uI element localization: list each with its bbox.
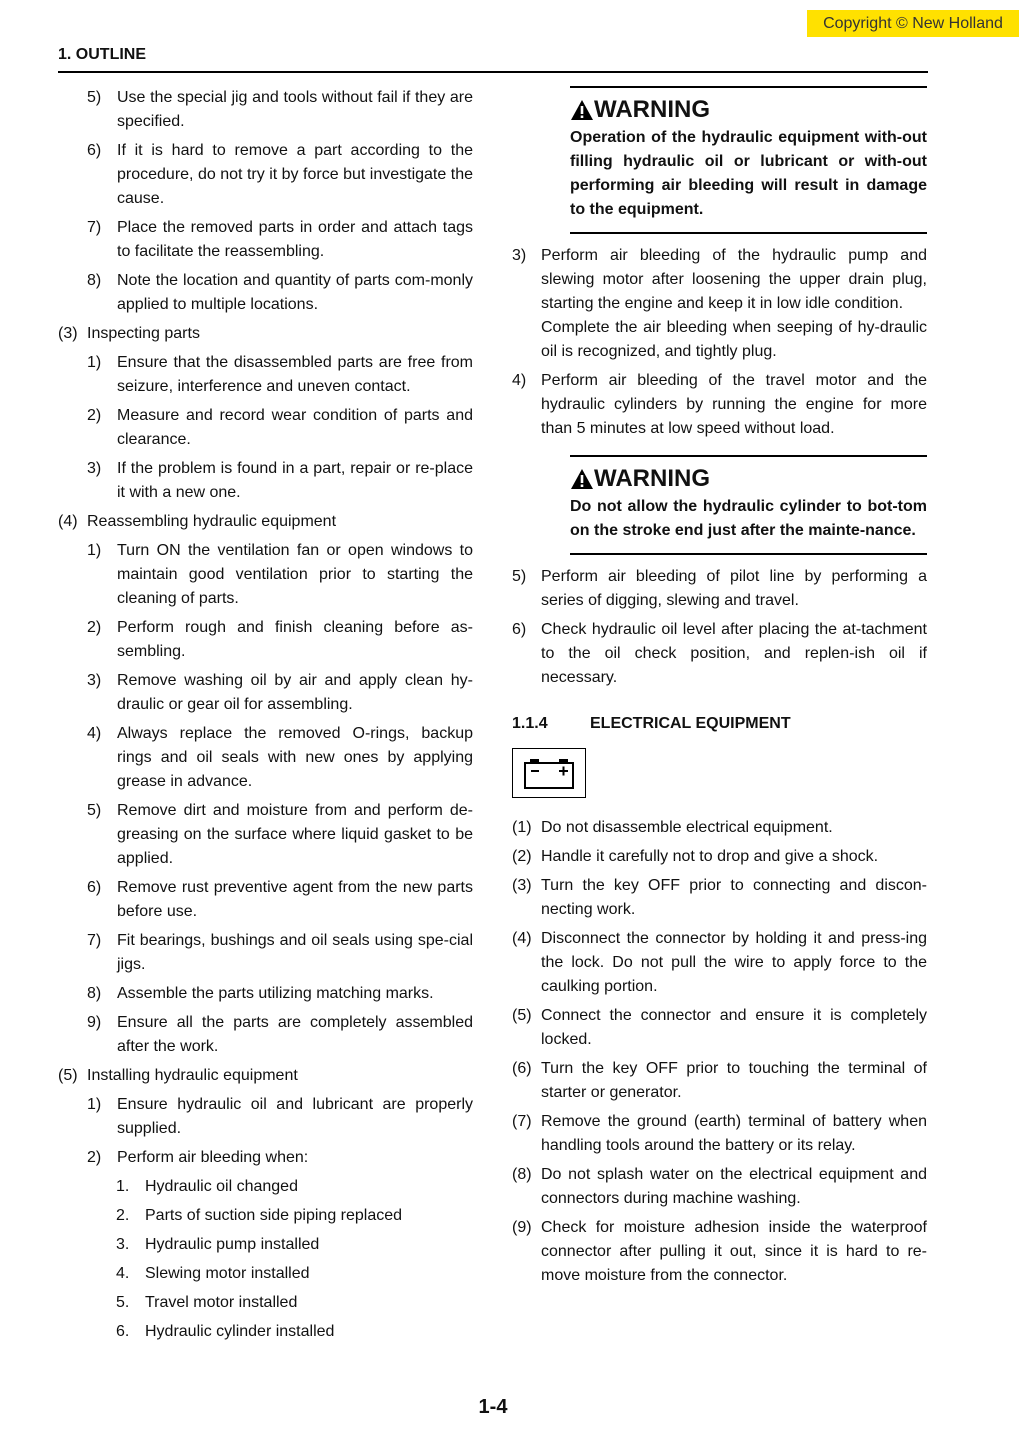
header-rule (58, 71, 928, 73)
list-item: (9) Check for moisture adhesion inside the waterproof connector after pulling it out, since it is hard to re-move moisture from the connector. (512, 1219, 927, 1284)
list-item: (7) Remove the ground (earth) terminal of battery when handling tools around the battery or its relay. (512, 1113, 927, 1154)
subsection-heading: (4) Reassembling hydraulic equipment (58, 513, 337, 530)
sub-list-item: 5. Travel motor installed (116, 1294, 298, 1311)
list-item: 7) Place the removed parts in order and attach tags to facilitate the reassembling. (87, 219, 473, 260)
warning-text: Operation of the hydraulic equipment with-out filling hydraulic oil or lubricant or with-out performing air bleeding will result in damage to the equipment. (570, 129, 927, 218)
subsection-heading: (5) Installing hydraulic equipment (58, 1067, 298, 1084)
list-item: (5) Connect the connector and ensure it is completely locked. (512, 1007, 927, 1048)
list-item: 2) Perform air bleeding when: (87, 1149, 309, 1166)
warning-title: WARNING (570, 94, 927, 126)
list-item: 1) Ensure that the disassembled parts are free from seizure, interference and uneven contact. (87, 354, 473, 395)
warning-box (570, 86, 927, 234)
list-item: (1) Do not disassemble electrical equipment. (512, 819, 833, 836)
list-item: 1) Ensure hydraulic oil and lubricant are properly supplied. (87, 1096, 473, 1137)
section-heading: 1.1.4 ELECTRICAL EQUIPMENT (512, 715, 791, 732)
list-item: 5) Perform air bleeding of pilot line by performing a series of digging, slewing and travel. (512, 568, 927, 609)
list-item: (3) Turn the key OFF prior to connecting and discon-necting work. (512, 877, 927, 918)
list-item: 9) Ensure all the parts are completely assembled after the work. (87, 1014, 473, 1055)
list-item: 4) Perform air bleeding of the travel motor and the hydraulic cylinders by running the engine for more than 5 minutes at low speed without load. (512, 372, 927, 437)
page-number: 1-4 (478, 1396, 508, 1418)
warning-triangle-icon (570, 99, 594, 121)
list-item: 4) Always replace the removed O-rings, backup rings and oil seals with new ones by applying grease in advance. (87, 725, 473, 790)
list-item: 3) Perform air bleeding of the hydraulic pump and slewing motor after loosening the upper drain plug, starting the engine and keep it in low idle condition. Complete the air bleeding when seeping of hy-draulic oil is recognized, and tightly plug. (512, 247, 927, 360)
left-column (58, 86, 473, 1349)
list-item: 2) Measure and record wear condition of parts and clearance. (87, 407, 473, 448)
battery-icon (522, 756, 576, 790)
list-item: 7) Fit bearings, bushings and oil seals using spe-cial jigs. (87, 932, 473, 973)
sub-list-item: 1. Hydraulic oil changed (116, 1178, 298, 1195)
battery-symbol (512, 748, 586, 798)
list-item: 2) Perform rough and finish cleaning before as-sembling. (87, 619, 473, 660)
list-item: 3) Remove washing oil by air and apply clean hy-draulic or gear oil for assembling. (87, 672, 473, 713)
list-item: 8) Assemble the parts utilizing matching marks. (87, 985, 434, 1002)
list-item: (8) Do not splash water on the electrical equipment and connectors during machine washing. (512, 1166, 927, 1207)
copyright-notice: Copyright © New Holland (807, 10, 1019, 37)
section-header-title: 1. OUTLINE (58, 46, 147, 63)
warning-box (570, 455, 927, 555)
list-item: (6) Turn the key OFF prior to touching the terminal of starter or generator. (512, 1060, 927, 1101)
list-item: 3) If the problem is found in a part, repair or re-place it with a new one. (87, 460, 473, 501)
list-item: (2) Handle it carefully not to drop and give a shock. (512, 848, 879, 865)
warning-text: Do not allow the hydraulic cylinder to bot-tom on the stroke end just after the mainte-nance. (570, 498, 927, 539)
subsection-heading: (3) Inspecting parts (58, 325, 200, 342)
right-column (512, 86, 927, 1293)
sub-list-item: 2. Parts of suction side piping replaced (116, 1207, 403, 1224)
warning-title: WARNING (570, 463, 927, 495)
sub-list-item: 3. Hydraulic pump installed (116, 1236, 320, 1253)
warning-triangle-icon (570, 468, 594, 490)
sub-list-item: 6. Hydraulic cylinder installed (116, 1323, 335, 1340)
list-item: (4) Disconnect the connector by holding it and press-ing the lock. Do not pull the wire to apply force to the caulking portion. (512, 930, 927, 995)
list-item: 6) Check hydraulic oil level after placing the at-tachment to the oil check position, and replen-ish oil if necessary. (512, 621, 927, 686)
list-item: 5) Use the special jig and tools without fail if they are specified. (87, 89, 473, 130)
list-item: 6) Remove rust preventive agent from the new parts before use. (87, 879, 473, 920)
sub-list-item: 4. Slewing motor installed (116, 1265, 310, 1282)
list-item: 1) Turn ON the ventilation fan or open windows to maintain good ventilation prior to starting the cleaning of parts. (87, 542, 473, 607)
list-item: 8) Note the location and quantity of parts com-monly applied to multiple locations. (87, 272, 473, 313)
list-item: 6) If it is hard to remove a part according to the procedure, do not try it by force but investigate the cause. (87, 142, 473, 207)
list-item: 5) Remove dirt and moisture from and perform de-greasing on the surface where liquid gasket to be applied. (87, 802, 473, 867)
